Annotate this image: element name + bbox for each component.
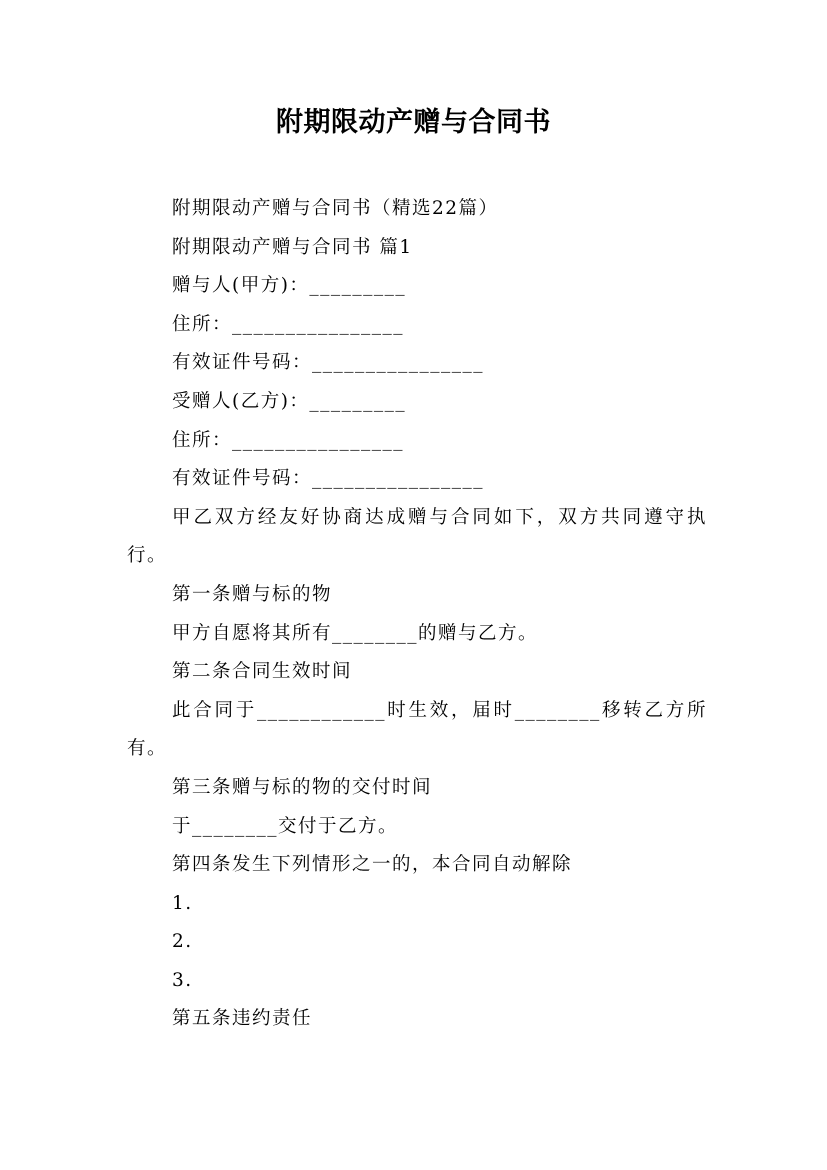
document-body: [127, 190, 707, 1039]
paragraph-list-item-3: 3.: [172, 969, 193, 991]
paragraph-clause-1-heading: 第一条赠与标的物: [172, 583, 333, 605]
paragraph-collection-title: 附期限动产赠与合同书（精选22篇）: [172, 198, 499, 219]
paragraph-donee-address: 住所：________________: [172, 429, 405, 451]
paragraph-article-heading: 附期限动产赠与合同书 篇1: [172, 236, 413, 258]
paragraph-clause-4-heading: 第四条发生下列情形之一的，本合同自动解除: [172, 854, 573, 876]
paragraph-clause-1-body: 甲方自愿将其所有________的赠与乙方。: [172, 622, 539, 644]
paragraph-donor-address: 住所：________________: [172, 313, 405, 335]
paragraph-donor-id-number: 有效证件号码：________________: [172, 352, 485, 374]
paragraph-agreement-intro: 甲乙双方经友好协商达成赠与合同如下，双方共同遵守执行。: [127, 506, 707, 567]
paragraph-list-item-2: 2.: [172, 931, 193, 953]
paragraph-list-item-1: 1.: [172, 892, 193, 914]
paragraph-clause-3-body: 于________交付于乙方。: [172, 815, 399, 837]
paragraph-clause-3-heading: 第三条赠与标的物的交付时间: [172, 776, 433, 798]
paragraph-clause-2-body: 此合同于____________时生效，届时________移转乙方所有。: [127, 699, 707, 760]
paragraph-clause-2-heading: 第二条合同生效时间: [172, 661, 353, 683]
paragraph-donee-id-number: 有效证件号码：________________: [172, 468, 485, 490]
paragraph-donee: 受赠人(乙方)：_________: [172, 390, 407, 412]
document-title: 附期限动产赠与合同书: [276, 107, 551, 138]
paragraph-clause-5-heading: 第五条违约责任: [172, 1008, 313, 1030]
paragraph-donor: 赠与人(甲方)：_________: [172, 275, 407, 297]
